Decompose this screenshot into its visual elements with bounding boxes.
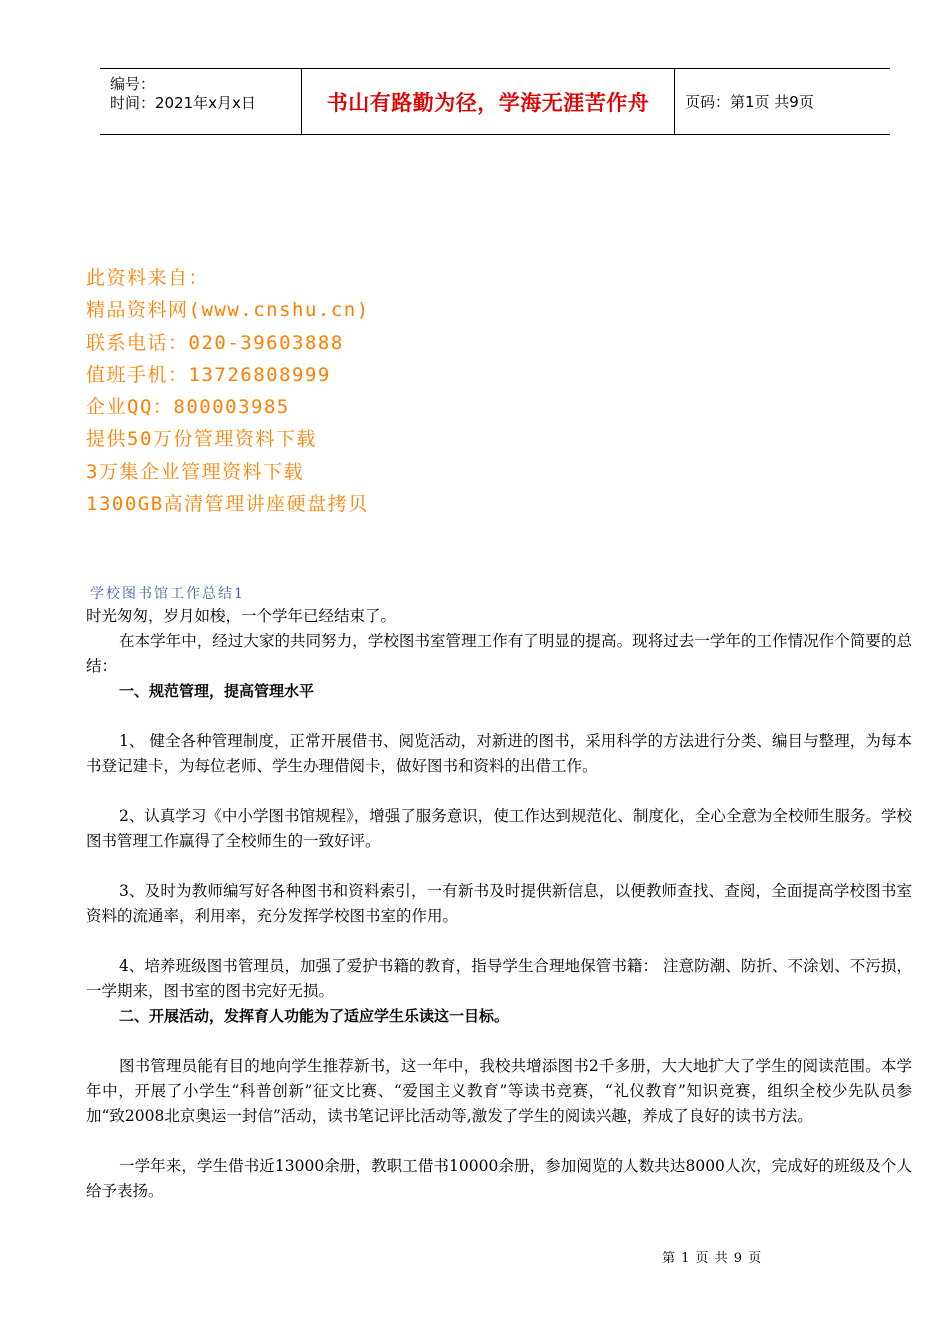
paragraph: 图书管理员能有目的地向学生推荐新书，这一年中，我校共增添图书2千多册，大大地扩大了学生的阅读范围。本学年中，开展了小学生“科普创新”征文比赛、“爱国主义教育”等读书竞赛，“礼仪教育”知识竞赛，组织全校少先队员参加“致2008北京奥运一封信”活动，读书笔记评比活动等,激发了学生的阅读兴趣，养成了良好的读书方法。	[86, 1057, 912, 1125]
paragraph: 3、及时为教师编写好各种图书和资料索引，一有新书及时提供新信息，以便教师查找、查阅，全面提高学校图书室资料的流通率，利用率，充分发挥学校图书室的作用。	[86, 882, 912, 925]
paragraph: 1、 健全各种管理制度，正常开展借书、阅览活动，对新进的图书，采用科学的方法进行分类、编目与整理，为每本书登记建卡，为每位老师、学生办理借阅卡，做好图书和资料的出借工作。	[86, 732, 912, 775]
source-info-block	[86, 262, 370, 520]
source-info-line: 1300GB高清管理讲座硬盘拷贝	[86, 493, 369, 516]
document-body	[86, 604, 912, 1204]
header-motto: 书山有路勤为径，学海无涯苦作舟	[326, 90, 650, 115]
paragraph: 一学年来，学生借书近13000余册，教职工借书10000余册，参加阅览的人数共达8000人次，完成好的班级及个人给予表扬。	[86, 1157, 912, 1200]
source-info-line: 值班手机：13726808999	[86, 363, 331, 386]
source-info-line: 企业QQ：800003985	[86, 396, 290, 419]
header-page-info: 页码：第1页 共9页	[685, 93, 814, 111]
header-meta-cell	[100, 69, 302, 134]
source-info-line: 联系电话：020-39603888	[86, 331, 344, 354]
document-date: 时间：2021年x月x日	[110, 94, 256, 112]
header-motto-cell	[302, 69, 675, 134]
paragraph: 2、认真学习《中小学图书馆规程》，增强了服务意识，使工作达到规范化、制度化，全心全意为全校师生服务。学校图书管理工作赢得了全校师生的一致好评。	[86, 807, 912, 850]
source-info-line: 3万集企业管理资料下载	[86, 460, 304, 483]
document-number-label: 编号：	[110, 75, 156, 93]
header-table	[100, 68, 890, 135]
document-title: 学校图书馆工作总结1	[90, 586, 245, 602]
source-info-line: 提供50万份管理资料下载	[86, 428, 317, 451]
section-heading: 二、开展活动，发挥育人功能为了适应学生乐读这一目标。	[119, 1007, 510, 1025]
source-info-line: 精品资料网(www.cnshu.cn)	[86, 299, 370, 322]
paragraph: 在本学年中，经过大家的共同努力，学校图书室管理工作有了明显的提高。现将过去一学年的工作情况作个简要的总结：	[86, 632, 912, 675]
paragraph: 时光匆匆，岁月如梭，一个学年已经结束了。	[86, 607, 397, 625]
header-page-cell	[675, 69, 890, 134]
source-info-line: 此资料来自：	[86, 267, 210, 289]
page-footer: 第 1 页 共 9 页	[662, 1251, 763, 1266]
section-heading: 一、规范管理，提高管理水平	[119, 682, 315, 700]
paragraph: 4、培养班级图书管理员，加强了爱护书籍的教育，指导学生合理地保管书籍： 注意防潮、防折、不涂划、不污损，一学期来，图书室的图书完好无损。	[86, 957, 912, 1000]
